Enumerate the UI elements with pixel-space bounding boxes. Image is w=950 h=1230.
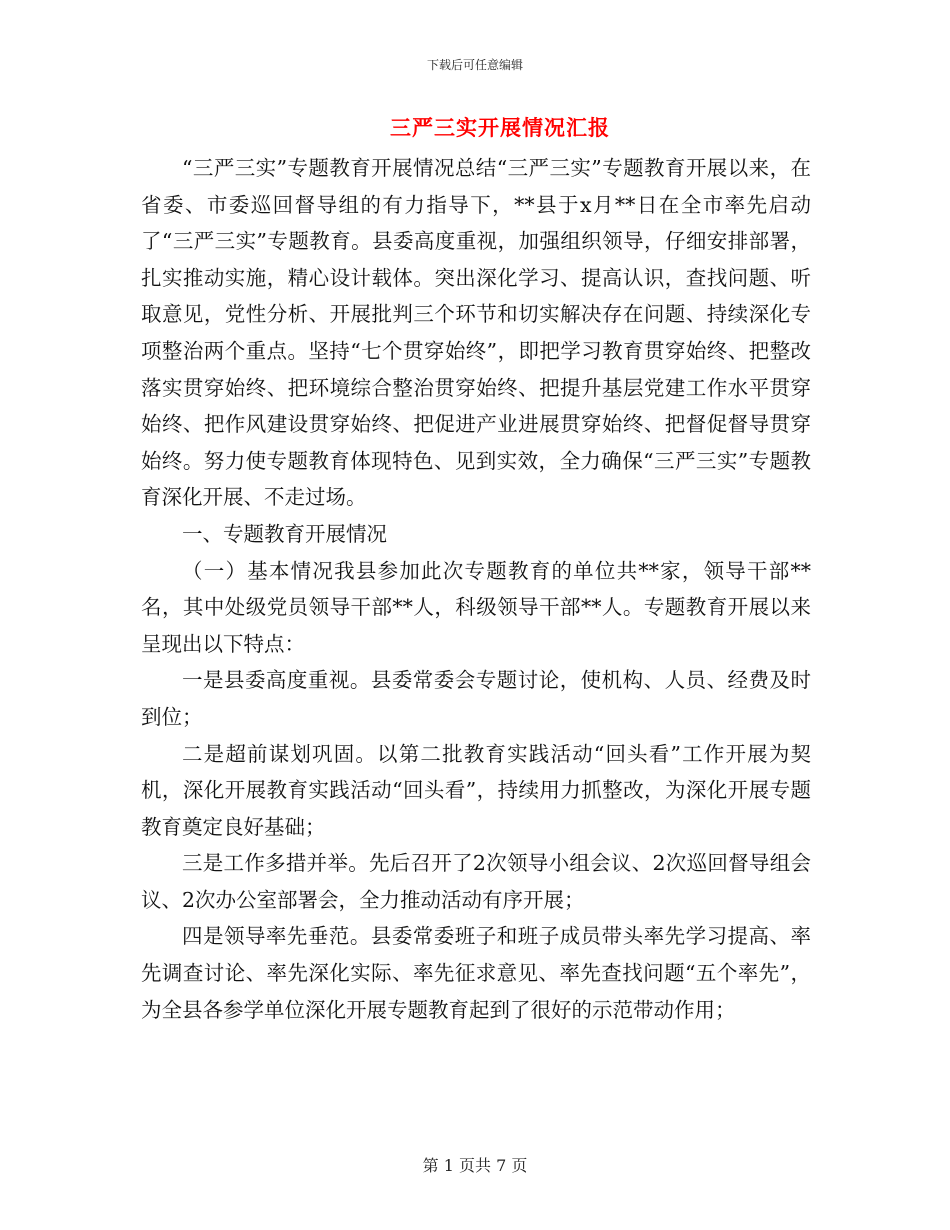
document-body <box>141 150 811 1028</box>
section-heading: 一、专题教育开展情况 <box>182 521 387 546</box>
page-number: 第 1 页共 7 页 <box>422 1156 528 1175</box>
paragraph-point-four: 四是领导率先垂范。县委常委班子和班子成员带头率先学习提高、率先调查讨论、率先深化实际、率先征求意见、率先查找问题“五个率先”，为全县各参学单位深化开展专题教育起到了很好的示范带动作用； <box>141 924 811 1022</box>
paragraph-basic-situation: （一）基本情况我县参加此次专题教育的单位共**家，领导干部**名，其中处级党员领导干部**人，科级领导干部**人。专题教育开展以来呈现出以下特点： <box>141 558 811 656</box>
header-note: 下载后可任意编辑 <box>426 58 523 72</box>
paragraph-intro: “三严三实”专题教育开展情况总结“三严三实”专题教育开展以来，在省委、市委巡回督导组的有力指导下，**县于x月**日在全市率先启动了“三严三实”专题教育。县委高度重视，加强组织领导，仔细安排部署，扎实推动实施，精心设计载体。突出深化学习、提高认识，查找问题、听取意见，党性分析、开展批判三个环节和切实解决存在问题、持续深化专项整治两个重点。坚持“七个贯穿始终”，即把学习教育贯穿始终、把整改落实贯穿始终、把环境综合整治贯穿始终、把提升基层党建工作水平贯穿始终、把作风建设贯穿始终、把促进产业进展贯穿始终、把督促督导贯穿始终。努力使专题教育体现特色、见到实效，全力确保“三严三实”专题教育深化开展、不走过场。 <box>141 156 811 510</box>
paragraph-point-two: 二是超前谋划巩固。以第二批教育实践活动“回头看”工作开展为契机，深化开展教育实践活动“回头看”，持续用力抓整改，为深化开展专题教育奠定良好基础； <box>141 741 811 839</box>
document-title: 三严三实开展情况汇报 <box>390 116 610 140</box>
paragraph-point-three: 三是工作多措并举。先后召开了2次领导小组会议、2次巡回督导组会议、2次办公室部署会，全力推动活动有序开展； <box>141 851 811 912</box>
paragraph-point-one: 一是县委高度重视。县委常委会专题讨论，使机构、人员、经费及时到位； <box>141 668 811 729</box>
